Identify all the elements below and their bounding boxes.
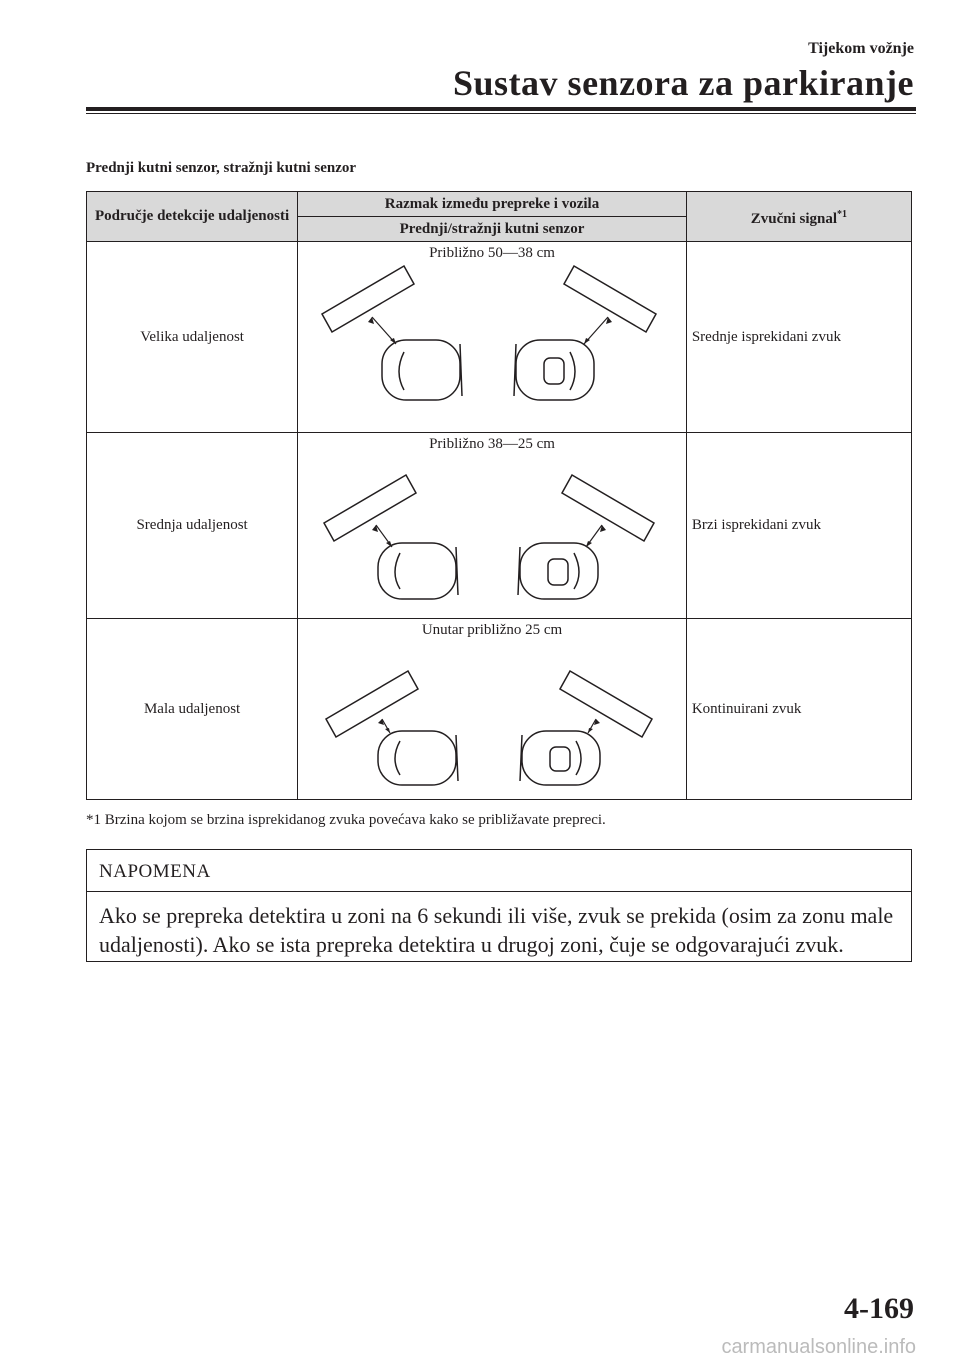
header-rule-thin bbox=[86, 113, 916, 114]
table-row bbox=[87, 433, 912, 619]
header-rule bbox=[86, 107, 916, 111]
header-section: Tijekom vožnje bbox=[808, 40, 914, 57]
note-box bbox=[86, 849, 912, 962]
footnote: *1 Brzina kojom se brzina isprekidanog zvuka povećava kako se približavate prepreci. bbox=[86, 812, 606, 828]
table-row bbox=[87, 619, 912, 800]
parking-diagram-medium bbox=[312, 453, 672, 603]
parking-diagram-far bbox=[312, 262, 672, 412]
sound-header-label: Zvučni signal bbox=[750, 210, 838, 227]
page-title: Sustav senzora za parkiranje bbox=[453, 63, 914, 103]
watermark: carmanualsonline.info bbox=[721, 1336, 916, 1358]
note-body: Ako se prepreka detektira u zoni na 6 sekundi ili više, zvuk se prekida (osim za zonu male udaljenosti). Ako se ista prepreka detektira u drugoj zoni, čuje se odgovarajući zvuk. bbox=[99, 903, 894, 957]
page-number: 4-169 bbox=[844, 1292, 914, 1325]
range-cell bbox=[298, 433, 687, 619]
sound-cell: Srednje isprekidani zvuk bbox=[686, 242, 911, 433]
distance-header: Razmak između prepreke i vozila bbox=[298, 192, 687, 217]
parking-diagram-near bbox=[312, 639, 672, 789]
sound-header-footnote-ref: *1 bbox=[837, 208, 848, 220]
sound-header bbox=[686, 192, 911, 242]
zone-cell: Srednja udaljenost bbox=[87, 433, 298, 619]
zone-cell: Velika udaljenost bbox=[87, 242, 298, 433]
range-cell bbox=[298, 619, 687, 800]
sound-cell: Kontinuirani zvuk bbox=[686, 619, 911, 800]
zone-header: Područje detekcije udaljenosti bbox=[87, 192, 298, 242]
distance-subheader: Prednji/stražnji kutni senzor bbox=[298, 217, 687, 242]
zone-cell: Mala udaljenost bbox=[87, 619, 298, 800]
section-title: Prednji kutni senzor, stražnji kutni senzor bbox=[86, 160, 357, 176]
range-label: Unutar približno 25 cm bbox=[421, 622, 563, 638]
table-row bbox=[87, 242, 912, 433]
range-cell bbox=[298, 242, 687, 433]
range-label: Približno 38—25 cm bbox=[429, 436, 555, 452]
sound-cell: Brzi isprekidani zvuk bbox=[686, 433, 911, 619]
sensor-table bbox=[86, 191, 912, 800]
note-title: NAPOMENA bbox=[87, 850, 911, 892]
range-label: Približno 50—38 cm bbox=[429, 245, 555, 261]
